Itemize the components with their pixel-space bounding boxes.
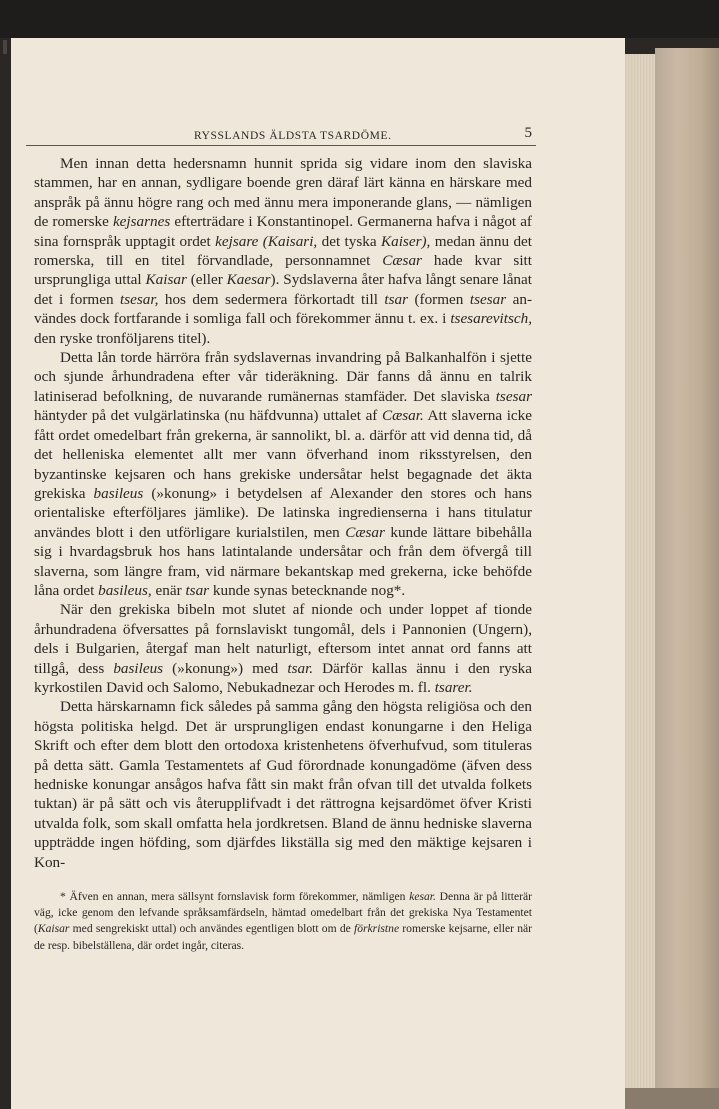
page-header bbox=[26, 127, 536, 146]
footnote bbox=[34, 889, 532, 954]
book-cover-shadow bbox=[623, 1088, 719, 1109]
paragraph-1: Men innan detta hedersnamn hunnit sprida sig vidare inom den slaviska stammen, har en annan, sydligare boende gren däraf lärt känna en härskare med anspråk på ännu högre rang och med ännu mera imponerande glans, — nämligen de romerske kejsarnes efterträdare i Konstantinopel. Germanerna hafva i något af sina fornspråk upptagit ordet kejsare (Kaisari, det tyska Kaiser), medan ännu det romerska, till en titel förvandlade, personnamnet Cæsar hade kvar sitt ursprungliga uttal Kaisar (eller Kaesar). Sydslaverna åter hafva långt senare lånat det i formen tsesar, hos dem sedermera förkortadt till tsar (formen tsesar användes dock fortfarande i somliga fall och förekommer ännu t. ex. i tsesarevitsch, den ryske tronföljarens titel). bbox=[34, 155, 533, 347]
book-cover-edge bbox=[655, 48, 719, 1109]
paragraph-3: När den grekiska bibeln mot slutet af nionde och under loppet af tionde århundradena öfversattes på fornslaviskt tungomål, dels i Pannonien (Ungern), dels i Bulgarien, återgaf man helt naturligt, eftersom intet annat ord fanns att tillgå, dess basileus (»konung») med tsar. Därför kallas ännu i den ryska kyrkostilen David och Salomo, Nebukadnezar och Herodes m. fl. tsarer. bbox=[34, 601, 532, 696]
paragraph-4: Detta härskarnamn fick således på samma gång den högsta religiösa och den högsta politiska helgd. Det är ursprungligen endast konungarne i den Heliga Skrift och efter dem blott den ortodoxa kristenhetens öfverhufvud, som tituleras på detta sätt. Gamla Testamentets af Gud förordnade konungadöme (äfven dess hedniske konungar ansågos hafva fått sin makt från ofvan till det utvalda folkets tuktan) är på sätt och vis återupplifvadt i det rättrogna kejsardömet öfver Kristi utvalda folk, som skall omfatta hela jordkretsen. Bland de ännu hedniske slaverna uppträdde ingen höfding, som djärfdes likställa sig med den mäktige kejsaren i Kon- bbox=[34, 698, 532, 871]
footnote-text: * Äfven en annan, mera sällsynt fornslavisk form förekommer, nämligen kesar. Denna är på litterär väg, icke genom den lefvande språksamfärdseln, hämtad omedelbart från det grekiska Nya Testamentet (Kaisar med sengrekiskt uttal) och användes egentligen blott om de förkristne romerske kejsarne, eller när de resp. bibelställena, där ordet ingår, citeras. bbox=[34, 890, 533, 952]
scan-artifact bbox=[3, 40, 7, 54]
page-number: 5 bbox=[524, 125, 532, 141]
page-edges-stack bbox=[625, 54, 655, 1094]
paragraph-2: Detta lån torde härröra från sydslavernas invandring på Balkanhalfön i sjette och sjunde århundradena efter vår tideräkning. Där fanns då ännu en talrik latiniserad befolkning, de nuvarande rumänernas stamfäder. Det slaviska tsesar häntyder på det vulgärlatinska (nu häfdvunna) uttalet af Cæsar. Att slaverna icke fått ordet omedelbart från grekerna, är sannolikt, bl. a. därför att vid denna tid, då det helleniska elementet allt mer vann öfverhand inom riksstyrelsen, den byzantinske kejsaren och hans grekiske undersåtar helst begagnade det äkta grekiska basileus (»konung» i betydelsen af Alexander den stores och hans orientaliske efterföljares jämlike). De latinska ingredienserna i hans titulatur användes blott i den utförligare kurialstilen, men Cæsar kunde lättare bibehålla sig i hvardagsbruk hos hans latintalande undersåtar och från dem öfvergå till slaverna, som längre fram, vid närmare bekantskap med grekerna, icke behöfde låna ordet basileus, enär tsar kunde synas betecknande nog*. bbox=[34, 349, 533, 599]
running-head: RYSSLANDS ÄLDSTA TSARDÖME. bbox=[194, 130, 392, 142]
main-text bbox=[34, 154, 532, 872]
scan-background-top bbox=[0, 0, 719, 38]
